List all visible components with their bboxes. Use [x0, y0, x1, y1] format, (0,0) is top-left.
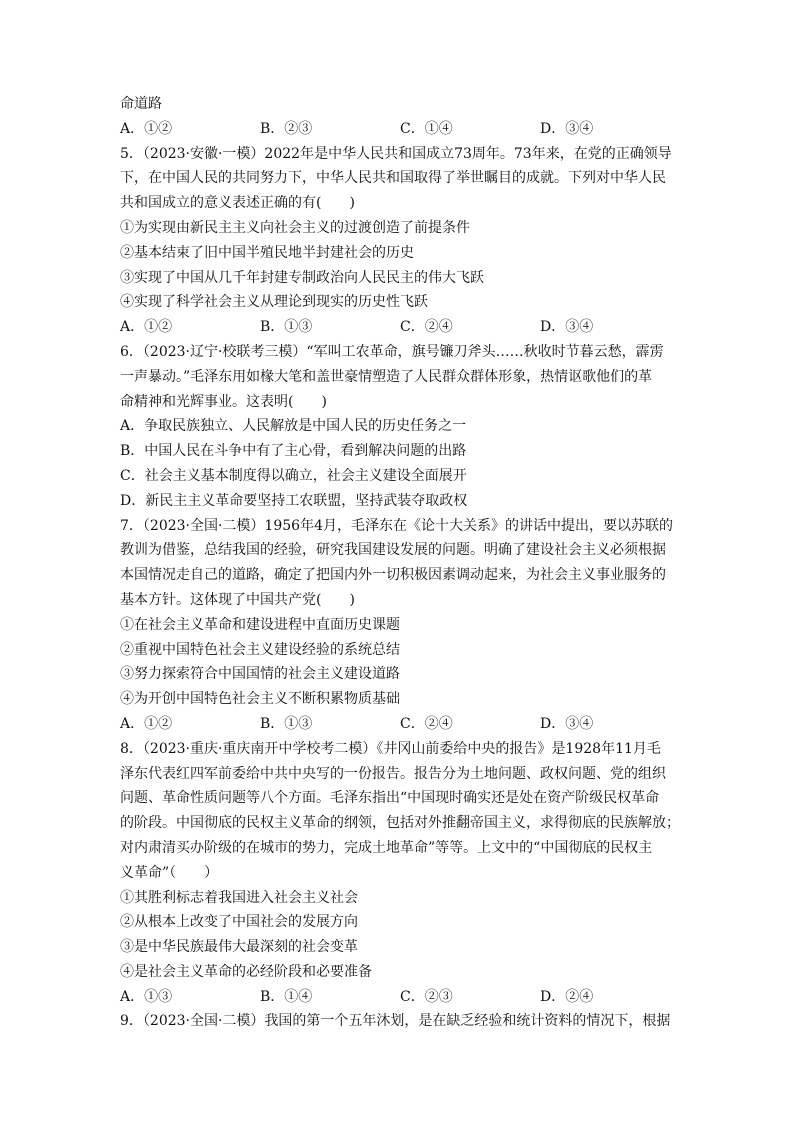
- statement-1: ①在社会主义革命和建设进程中直面历史课题: [120, 616, 400, 633]
- question-text-line: 泽东代表红四军前委给中共中央写的一份报告。报告分为土地问题、政权问题、党的组织: [120, 765, 666, 782]
- statement-3: ③实现了中国从几千年封建专制政治向人民民主的伟大飞跃: [120, 269, 484, 286]
- option-b: B．②③: [260, 120, 313, 137]
- option-c: C．②④: [400, 715, 453, 732]
- question-text-line: 一声暴动。”毛泽东用如椽大笔和盖世豪情塑造了人民群众群体形象，热情讴歌他们的革: [120, 368, 653, 385]
- option-d: D．②④: [540, 988, 594, 1005]
- question-text-line: 基本方针。这体现了中国共产党( ): [120, 591, 355, 608]
- option-a: A．①②: [120, 715, 173, 732]
- option-c: C．②③: [400, 988, 453, 1005]
- choice-d: D．新民主主义革命要坚持工农联盟，坚持武装夺取政权: [120, 492, 468, 509]
- choice-c: C．社会主义基本制度得以确立，社会主义建设全面展开: [120, 467, 467, 484]
- question-text-line: 义革命”（ ）: [120, 864, 219, 881]
- question-text-line: 教训为借鉴，总结我国的经验，研究我国建设发展的问题。明确了建设社会主义必须根据: [120, 542, 666, 559]
- statement-4: ④实现了科学社会主义从理论到现实的历史性飞跃: [120, 294, 428, 311]
- option-a: A．①③: [120, 988, 173, 1005]
- question-text-line: 本国情况走自己的道路，确定了把国内外一切积极因素调动起来，为社会主义事业服务的: [120, 567, 666, 584]
- statement-4: ④为开创中国特色社会主义不断积累物质基础: [120, 691, 400, 708]
- question-text-line: 9．（2023·全国·二模）我国的第一个五年沐划，是在缺乏经验和统计资料的情况下，根据: [120, 1013, 671, 1030]
- statement-2: ②从根本上改变了中国社会的发展方向: [120, 914, 358, 931]
- choice-a: A．争取民族独立、人民解放是中国人民的历史任务之一: [120, 418, 467, 435]
- option-c: C．②④: [400, 319, 453, 336]
- question-text-line: 命道路: [120, 96, 162, 112]
- statement-3: ③努力探索符合中国国情的社会主义建设道路: [120, 666, 400, 683]
- option-d: D．③④: [540, 120, 594, 137]
- answer-options: [120, 985, 685, 1010]
- question-text-line: 6．（2023·辽宁·校联考三模）“军叫工农革命，旗号镰刀斧头……秋收时节暮云愁，霹雳: [120, 343, 664, 360]
- question-4-tail: [120, 92, 685, 142]
- option-d: D．③④: [540, 715, 594, 732]
- question-text-line: 共和国成立的意义表述正确的有( ): [120, 195, 355, 212]
- question-6: [120, 340, 685, 514]
- question-text-line: 对内肃清买办阶级的在城市的势力，完成土地革命”等等。上文中的“中国彻底的民权主: [120, 839, 653, 856]
- choice-b: B．中国人民在斗争中有了主心骨，看到解决问题的出路: [120, 443, 467, 460]
- question-text-line: 的阶段。中国彻底的民权主义革命的纲领，包括对外推翻帝国主义，求得彻底的民族解放；: [120, 815, 680, 832]
- answer-options: [120, 117, 685, 142]
- option-b: B．①④: [260, 988, 313, 1005]
- statement-2: ②基本结束了旧中国半殖民地半封建社会的历史: [120, 244, 414, 261]
- statement-4: ④是社会主义革命的必经阶段和必要准备: [120, 963, 372, 980]
- answer-options: [120, 712, 685, 737]
- question-9: [120, 1009, 685, 1034]
- option-d: D．③④: [540, 319, 594, 336]
- question-text-line: 命精神和光辉事业。这表明( ): [120, 393, 327, 410]
- question-text-line: 问题、革命性质问题等八个方面。毛泽东指出“中国现时确实还是处在资产阶级民权革命: [120, 790, 660, 807]
- answer-options: [120, 315, 685, 340]
- question-5: [120, 142, 685, 340]
- question-text-line: 8．（2023·重庆·重庆南开中学校考二模）《井冈山前委给中央的报告》是1928年11月毛: [120, 740, 661, 757]
- question-text-line: 下，在中国人民的共同努力下，中华人民共和国取得了举世瞩目的成就。下列对中华人民: [120, 170, 666, 187]
- statement-2: ②重视中国特色社会主义建设经验的系统总结: [120, 641, 400, 658]
- statement-1: ①为实现由新民主主义向社会主义的过渡创造了前提条件: [120, 219, 470, 236]
- option-b: B．①③: [260, 319, 313, 336]
- question-list: [120, 92, 685, 1034]
- option-b: B．①③: [260, 715, 313, 732]
- question-7: [120, 514, 685, 737]
- question-8: [120, 737, 685, 1010]
- option-a: A．①②: [120, 319, 173, 336]
- question-text-line: 5．（2023·安徽·一模）2022年是中华人民共和国成立73周年。73年来，在党的正确领导: [120, 145, 672, 162]
- option-c: C．①④: [400, 120, 453, 137]
- statement-1: ①其胜利标志着我国进入社会主义社会: [120, 889, 358, 906]
- option-a: A．①②: [120, 120, 173, 137]
- question-text-line: 7．（2023·全国·二模）1956年4月，毛泽东在《论十大关系》的讲话中提出，要以苏联的: [120, 517, 673, 534]
- statement-3: ③是中华民族最伟大最深刻的社会变革: [120, 939, 358, 956]
